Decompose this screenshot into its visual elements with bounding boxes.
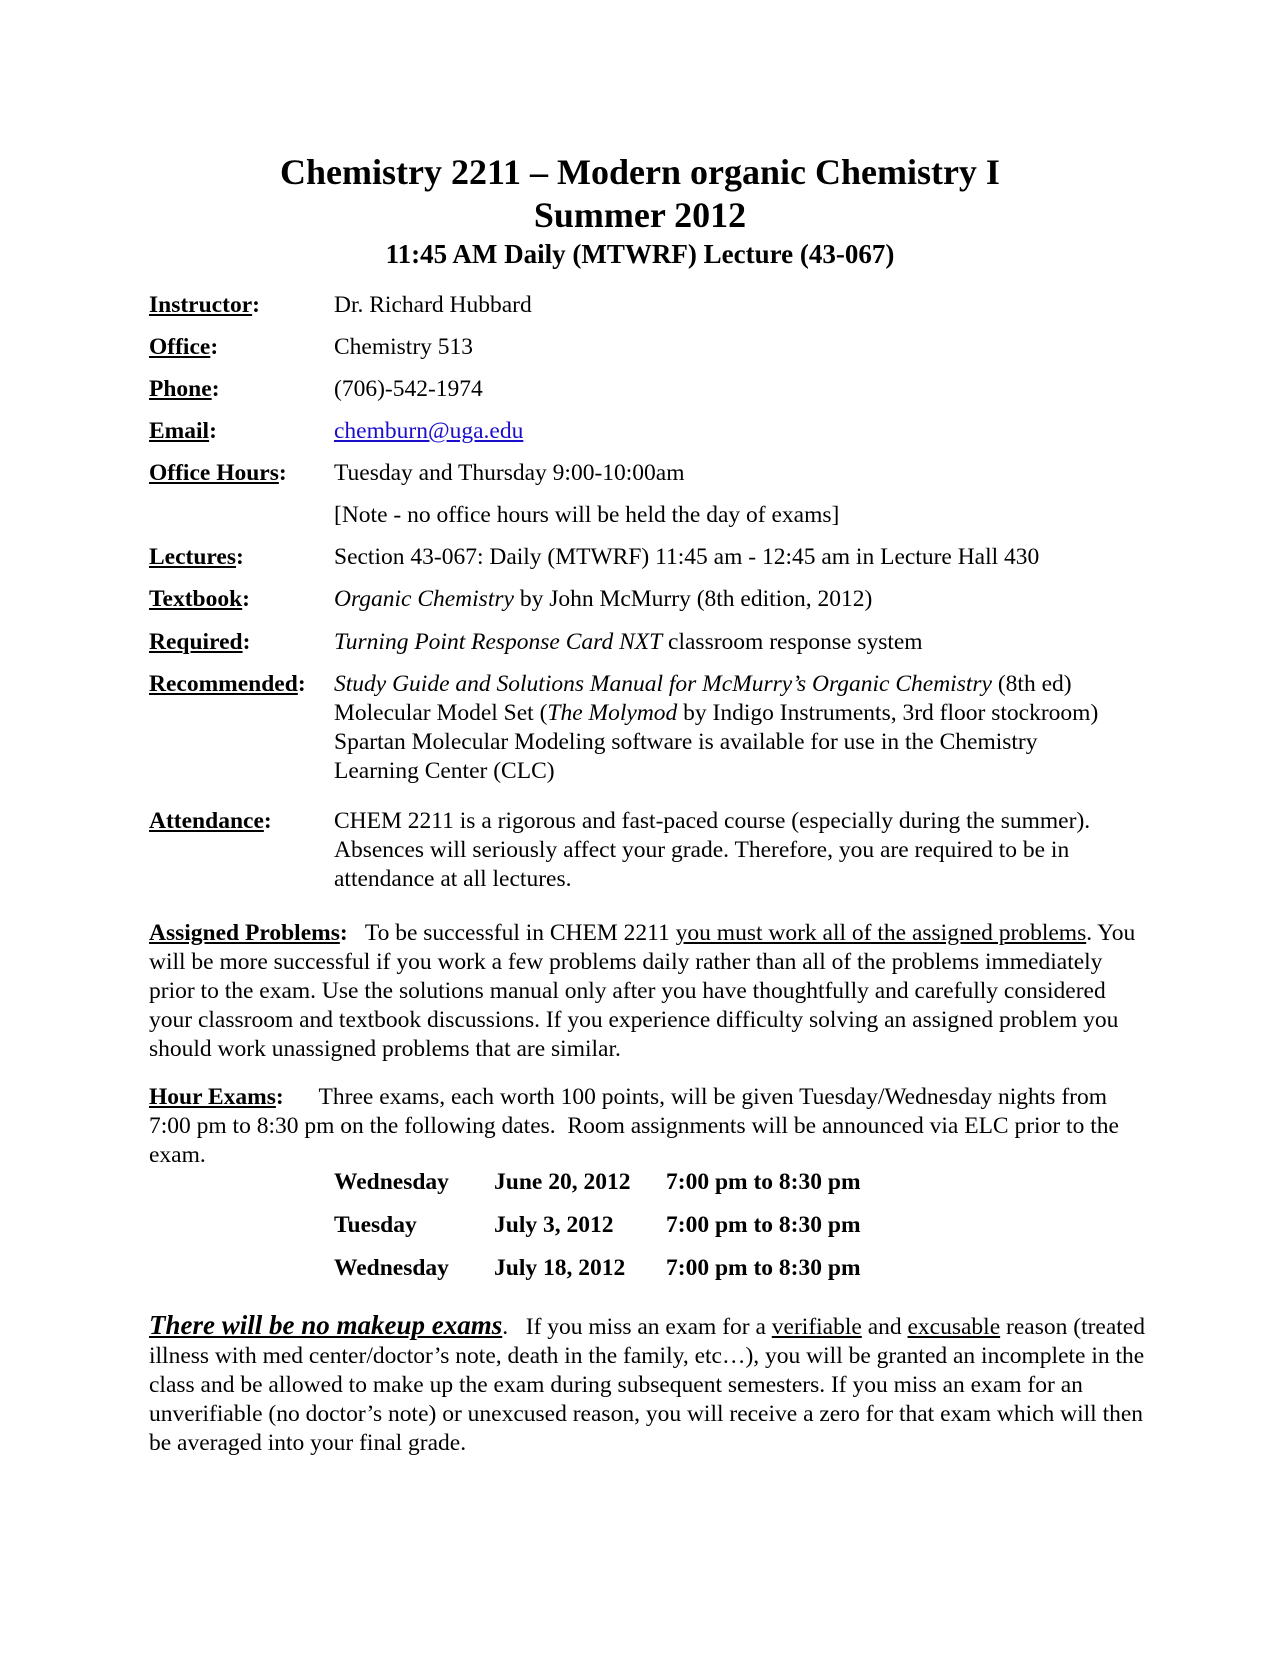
exam-3-time: 7:00 pm to 8:30 pm — [666, 1255, 861, 1281]
exam-3-date: July 18, 2012 — [494, 1255, 626, 1281]
office-value: Chemistry 513 — [334, 334, 474, 360]
exam-1-date: June 20, 2012 — [494, 1169, 631, 1195]
office-label: Office: — [149, 334, 219, 360]
instructor-label: Instructor: — [149, 292, 260, 318]
makeup-heading: There will be no makeup exams — [149, 1310, 503, 1340]
exam-2-day: Tuesday — [334, 1212, 417, 1238]
textbook-value: Organic Chemistry by John McMurry (8th edition, 2012) — [334, 586, 873, 612]
hour-exams-paragraph: Hour Exams: Three exams, each worth 100 points, will be given Tuesday/Wednesday nights from 7:00 pm to 8:30 pm on the following dates. Room assignments will be announced via ELC prior to the exam. — [149, 1084, 1125, 1168]
recommended-line-1: Study Guide and Solutions Manual for McMurry’s Organic Chemistry (8th ed) — [334, 671, 1072, 697]
exam-2-date: July 3, 2012 — [494, 1212, 614, 1238]
course-schedule: 11:45 AM Daily (MTWRF) Lecture (43-067) — [385, 239, 895, 269]
recommended-line-2: Molecular Model Set (The Molymod by Indigo Instruments, 3rd floor stockroom) — [334, 700, 1099, 726]
phone-label: Phone: — [149, 376, 220, 402]
course-term: Summer 2012 — [533, 195, 747, 235]
exam-1-time: 7:00 pm to 8:30 pm — [666, 1169, 861, 1195]
email-label: Email: — [149, 418, 217, 444]
hour-exams-label: Hour Exams — [149, 1084, 276, 1110]
recommended-line-3: Spartan Molecular Modeling software is available for use in the Chemistry Learning Center (CLC) — [334, 729, 1038, 784]
lectures-value: Section 43-067: Daily (MTWRF) 11:45 am - 12:45 am in Lecture Hall 430 — [334, 544, 1040, 570]
required-label: Required: — [149, 629, 251, 655]
exam-3-day: Wednesday — [334, 1255, 449, 1281]
recommended-value — [334, 670, 1154, 786]
email-value — [334, 417, 1154, 446]
exam-2-time: 7:00 pm to 8:30 pm — [666, 1212, 861, 1238]
course-title: Chemistry 2211 – Modern organic Chemistry I — [280, 152, 1000, 192]
email-link[interactable]: chemburn@uga.edu — [334, 418, 524, 444]
office-hours-value: Tuesday and Thursday 9:00-10:00am — [334, 460, 685, 486]
office-hours-label: Office Hours: — [149, 460, 287, 486]
assigned-problems-paragraph: Assigned Problems: To be successful in CHEM 2211 you must work all of the assigned problems. You will be more successful if you work a few problems daily rather than all of the problems immediately prior to the exam. Use the solutions manual only after you have thoughtfully and carefully considered your classroom and textbook discussions. If you experience difficulty solving an assigned problem you should work unassigned problems that are similar. — [149, 920, 1136, 1062]
attendance-text: CHEM 2211 is a rigorous and fast-paced course (especially during the summer). Absences will seriously affect your grade. Therefore, you are required to be in attendance at all lectures. — [334, 808, 1091, 892]
phone-value: (706)-542-1974 — [334, 376, 483, 402]
exam-1-day: Wednesday — [334, 1169, 449, 1195]
attendance-label: Attendance: — [149, 808, 272, 834]
required-value: Turning Point Response Card NXT classroom response system — [334, 629, 923, 655]
lectures-label: Lectures: — [149, 544, 244, 570]
textbook-label: Textbook: — [149, 586, 250, 612]
instructor-value: Dr. Richard Hubbard — [334, 292, 532, 318]
recommended-label: Recommended: — [149, 671, 306, 697]
makeup-policy-paragraph: There will be no makeup exams. If you miss an exam for a verifiable and excusable reason (treated illness with med center/doctor’s note, death in the family, etc…), you will be granted an incomplete in the class and be allowed to make up the exam during subsequent semesters. If you miss an exam for an unverifiable (no doctor’s note) or unexcused reason, you will receive a zero for that exam which will then be averaged into your final grade. — [149, 1310, 1145, 1456]
office-hours-note: [Note - no office hours will be held the day of exams] — [334, 502, 840, 528]
assigned-problems-label: Assigned Problems — [149, 920, 340, 946]
